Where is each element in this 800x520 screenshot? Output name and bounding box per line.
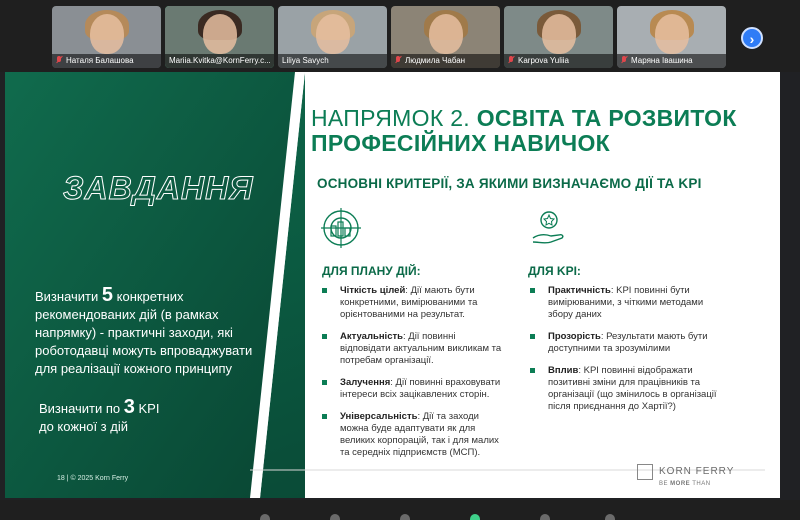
meeting-controls-bar: [0, 500, 800, 520]
participant-name-bar: [278, 54, 387, 68]
participant-tile[interactable]: [391, 6, 500, 68]
participant-face: [542, 14, 576, 54]
participant-name: Наталя Балашова: [66, 56, 134, 65]
hand-star-icon: [529, 208, 569, 248]
target-plan-icon: [321, 208, 361, 248]
participant-strip: [0, 0, 800, 72]
control-icon[interactable]: [400, 514, 410, 520]
mic-muted-icon: [395, 56, 401, 64]
control-icon[interactable]: [540, 514, 550, 520]
participant-tile[interactable]: [52, 6, 161, 68]
task-1-line-2: рекомендованих дій (в рамках: [35, 307, 219, 322]
list-item: [530, 285, 720, 321]
task-1-prefix: Визначити: [35, 289, 102, 304]
slide-footer: 18 | © 2025 Korn Ferry: [57, 475, 129, 482]
criterion-text: : Дії та заходи можна буде адаптувати як для великих корпорацій, так і для малих та середніх підприємств (МСП).: [340, 411, 499, 458]
criterion-text: : Дії повинні враховувати інтереси всіх зацікавлених сторін.: [340, 377, 501, 400]
mic-muted-icon: [621, 56, 627, 64]
logo-tagline-bold: MORE: [670, 481, 691, 487]
slide-title: [311, 106, 761, 156]
kpi-criteria-list: [530, 285, 720, 423]
plan-criteria-list: [322, 285, 502, 469]
task-1-text: [35, 286, 265, 378]
criterion-term: Залучення: [340, 377, 391, 388]
task-2-prefix: Визначити по: [39, 401, 124, 416]
task-1-line-4: роботодавці можуть впроваджувати: [35, 343, 253, 358]
participant-tile-active-speaker[interactable]: [165, 6, 274, 68]
list-item: [322, 285, 502, 321]
mic-muted-icon: [508, 56, 514, 64]
participant-tile[interactable]: [278, 6, 387, 68]
criterion-text: : Дії мають бути конкретними, вимірюваними та орієнтованими на результат.: [340, 285, 478, 320]
criterion-term: Практичність: [548, 285, 611, 296]
participant-name-bar: [391, 54, 500, 68]
mic-muted-icon: [56, 56, 62, 64]
participant-name: Karpova Yuliia: [518, 56, 569, 65]
logo-mark-icon: [637, 464, 653, 480]
tasks-heading: ЗАВДАННЯ: [63, 170, 254, 206]
list-item: [322, 331, 502, 367]
slide-title-prefix: НАПРЯМОК 2.: [311, 105, 477, 131]
criterion-term: Прозорість: [548, 331, 601, 342]
slide-subtitle: ОСНОВНІ КРИТЕРІЇ, ЗА ЯКИМИ ВИЗНАЧАЄМО ДІЇ ТА KPI: [317, 176, 702, 191]
criterion-term: Актуальність: [340, 331, 403, 342]
participant-name-bar: [52, 54, 161, 68]
plan-column-heading: ДЛЯ ПЛАНУ ДІЙ:: [322, 264, 421, 278]
control-icon[interactable]: [605, 514, 615, 520]
criterion-term: Вплив: [548, 365, 579, 376]
task-1-line-3: напрямку) - практичні заходи, які: [35, 325, 233, 340]
shared-slide: [5, 72, 780, 498]
criterion-text: : KPI повинні відображати позитивні зміни для працівників та організації (що змінилось в організації після приєднання до Хартії?): [548, 365, 717, 412]
task-2-number: 3: [123, 396, 135, 418]
logo-tagline-post: THAN: [690, 481, 711, 487]
participant-face: [655, 14, 689, 54]
criterion-term: Універсальність: [340, 411, 418, 422]
participant-name: Mariia.Kvitka@KornFerry.c...: [169, 56, 271, 65]
criterion-term: Чіткість цілей: [340, 285, 406, 296]
logo-tagline-pre: BE: [659, 481, 671, 487]
list-item: [322, 377, 502, 401]
participant-name: Маряна Івашина: [631, 56, 693, 65]
task-1-number: 5: [101, 284, 114, 306]
logo-tagline: [659, 481, 711, 487]
participant-face: [90, 14, 124, 54]
control-icon[interactable]: [260, 514, 270, 520]
next-participants-button[interactable]: [741, 27, 763, 49]
participant-name-bar: [617, 54, 726, 68]
participant-name: Людмила Чабан: [405, 56, 466, 65]
participant-face: [316, 14, 350, 54]
korn-ferry-logo: [637, 462, 747, 492]
logo-text: KORN FERRY: [659, 466, 735, 477]
task-2-line-1: KPI: [134, 401, 160, 416]
participant-face: [429, 14, 463, 54]
task-2-line-2: до кожної з дій: [39, 419, 128, 434]
slide-title-line-2: ПРОФЕСІЙНИХ НАВИЧОК: [311, 130, 610, 156]
participant-face: [203, 14, 237, 54]
participant-tile[interactable]: [617, 6, 726, 68]
chevron-right-icon: ›: [749, 31, 755, 47]
task-1-line-1: конкретних: [113, 289, 184, 304]
task-1-line-5: для реалізації кожного принципу: [35, 361, 233, 376]
list-item: [322, 411, 502, 459]
kpi-column-heading: ДЛЯ KPI:: [528, 264, 581, 278]
criterion-text: : KPI повинні бути вимірюваними, з чіткими методами збору даних: [548, 285, 704, 320]
list-item: [530, 365, 720, 413]
participant-tile[interactable]: [504, 6, 613, 68]
task-2-text: [39, 398, 239, 436]
participant-name-bar: [165, 54, 274, 68]
control-icon[interactable]: [330, 514, 340, 520]
slide-title-line-1: ОСВІТА ТА РОЗВИТОК: [476, 105, 737, 131]
participant-name: Liliya Savych: [282, 56, 329, 65]
control-icon[interactable]: [470, 514, 480, 520]
criterion-text: : Дії повинні відповідати актуальним викликам та потребам організації.: [340, 331, 502, 366]
list-item: [530, 331, 720, 355]
participant-name-bar: [504, 54, 613, 68]
criterion-text: : Результати мають бути доступними та зрозумілими: [548, 331, 708, 354]
